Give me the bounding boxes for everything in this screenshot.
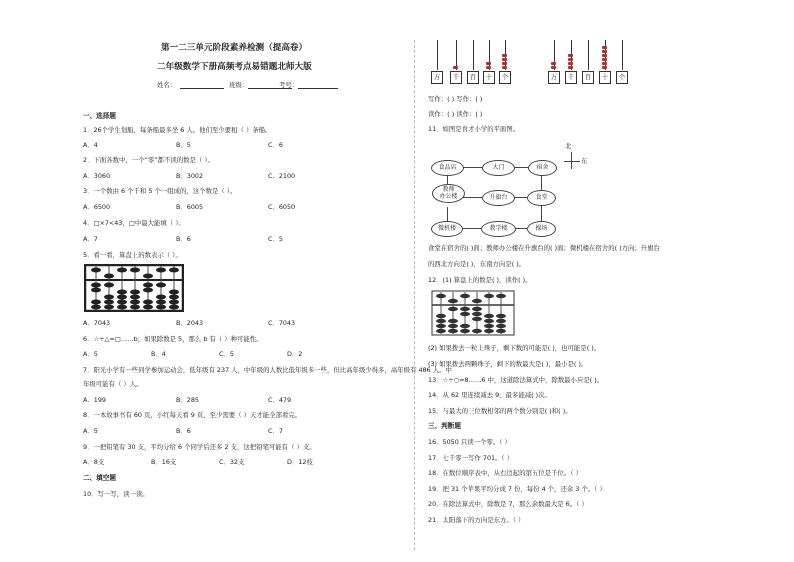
question-9: 9．一把铅笔有 30 支，平均分给 6 个同学后还多 2 支，这把铅笔可能有（ ）支。 (83, 443, 316, 451)
q5-abacus-image (84, 264, 184, 312)
question-7-line2: 年级可能有（ ）人。 (83, 380, 143, 388)
compass-north: 北 (565, 142, 572, 150)
question-1: 1．26个学生划船，每条船最多坐 6 人。他们至少要租（ ）条船。 (83, 126, 272, 134)
q7-option-c[interactable]: C．479 (268, 396, 292, 404)
question-17: 17．七千零一写作 701。（ ） (428, 454, 514, 462)
q3-option-a[interactable]: A．6500 (83, 203, 111, 211)
q7-option-b[interactable]: B．285 (176, 396, 199, 404)
section-judge: 三、判断题 (428, 422, 461, 430)
question-11: 11．如图是育才小学的平面图。 (428, 125, 520, 133)
q9-option-a[interactable]: A．8支 (83, 458, 105, 466)
pv-right-qian: 千 (565, 71, 577, 84)
q7-option-a[interactable]: A．199 (83, 396, 106, 404)
q3-option-c[interactable]: C．6050 (268, 203, 296, 211)
column-divider (414, 40, 415, 550)
q8-option-c[interactable]: C．7 (268, 427, 283, 435)
pv-left-shi: 十 (483, 71, 495, 84)
question-3: 3．一个数由 6 个千和 5 个一组成的，这个数是（ ）。 (83, 187, 237, 195)
pv-left-ge: 个 (499, 71, 511, 84)
office-label-line2: 办公楼 (439, 193, 458, 200)
q4-option-b[interactable]: B．6 (176, 235, 191, 243)
compass-horizontal (564, 161, 580, 162)
q8-option-b[interactable]: B．6 (176, 427, 191, 435)
q6-option-c[interactable]: C．5 (219, 350, 234, 358)
map-node-dorm: 宿舍 (528, 160, 557, 176)
q6-option-d[interactable]: D．2 (287, 350, 303, 358)
exam-subtitle: 二年级数学下册高频考点易错题北师大版 (157, 62, 312, 72)
pv-left-bai: 百 (467, 71, 479, 84)
q9-option-c[interactable]: C．32支 (219, 458, 245, 466)
pv-left-wan: 万 (431, 71, 443, 84)
pv-right-bai: 百 (582, 71, 594, 84)
q3-option-b[interactable]: B．6005 (176, 203, 204, 211)
id-field[interactable] (298, 88, 338, 89)
class-label: 班级： (229, 81, 249, 89)
question-4: 4．□×7<43，□中最大能填（ ）。 (83, 219, 185, 227)
read-row: 读作：( ) 读作：( ) (428, 110, 483, 118)
question-5: 5．看一看，算盘上的数表示（ ）。 (83, 251, 182, 259)
name-label: 姓名： (157, 81, 177, 89)
question-8: 8．一本故事书有 60 页，小红每天看 9 页，至少需要（ ）天才能全部看完。 (83, 411, 302, 419)
question-13: 13．☆÷○=8……6 中，这道除法算式中，除数最小应是( )。 (428, 376, 604, 384)
question-12-part3: (3) 如果拨去两颗珠子，剩下的数最大是( )，最小是( )。 (428, 360, 588, 368)
question-7-line1: 7．阳光小学有一些同学参加运动会，低年级有 237 人，中年级的人数比低年级多一些，但比高年级少得多，高年级有 486 人。中 (83, 366, 452, 374)
q1-option-b[interactable]: B．5 (176, 141, 191, 149)
map-node-teaching-building: 教学楼 (481, 221, 516, 237)
question-11-text-2: 的西北方向是( )，东南方向是( )。 (428, 260, 526, 268)
pv-right-ge: 个 (616, 71, 628, 84)
section-fill: 二、填空题 (83, 474, 116, 482)
q4-option-a[interactable]: A．7 (83, 235, 98, 243)
question-20: 20．在除法算式中，除数是 7，那么余数最大是 6。（ ） (428, 500, 588, 508)
question-16: 16．5050 只读一个零。（ ） (428, 438, 511, 446)
q6-option-b[interactable]: B．4 (151, 350, 166, 358)
office-label-line1: 教师 (442, 186, 455, 193)
question-15: 15．与最大的三位数相邻的两个数分别是( )和( )。 (428, 407, 572, 415)
question-12: 12．(1) 算盘上的数是( )，读作( )。 (428, 276, 532, 284)
question-19: 19．把 31 个苹果平均分成 7 份，每份 4 个，还余 3 个。（ ） (428, 485, 606, 493)
map-node-food-shop: 食品店 (431, 160, 464, 176)
map-node-computer-building: 微机楼 (431, 221, 463, 237)
q4-option-c[interactable]: C．5 (268, 235, 283, 243)
id-label: 考号： (279, 81, 299, 89)
map-node-canteen: 食堂 (527, 190, 556, 206)
section-choice: 一、选择题 (83, 112, 116, 120)
compass-east: 东 (581, 157, 588, 165)
q5-option-b[interactable]: B．2043 (176, 319, 204, 327)
question-6: 6．☆÷△=□……b，如果除数是 5，那么 b 有（ ）种可能性。 (83, 335, 263, 343)
q9-option-b[interactable]: B．16支 (151, 458, 177, 466)
question-12-part2: (2) 如果拨去一粒上珠子，剩下数的可能是( )，也可能是( )。 (428, 344, 601, 352)
q2-option-c[interactable]: C．2100 (268, 172, 296, 180)
q1-option-a[interactable]: A．4 (83, 141, 98, 149)
q2-option-b[interactable]: B．3002 (176, 172, 204, 180)
name-field[interactable] (180, 88, 224, 89)
q2-option-a[interactable]: A．3060 (83, 172, 111, 180)
pv-right-shi: 十 (599, 71, 611, 84)
exam-title: 第一二三单元阶段素养检测（提高卷） (161, 43, 308, 53)
question-14: 14．从 62 里连续减去 9，最多能减( )次。 (428, 391, 551, 399)
pv-right-wan: 万 (548, 71, 560, 84)
question-11-text-1: 食堂在宿舍的( )面；教师办公楼在升旗台的( )面；微机楼在宿舍的( )方向；升旗台 (428, 244, 660, 252)
q8-option-a[interactable]: A．5 (83, 427, 98, 435)
q12-abacus-image (431, 290, 515, 336)
write-row: 写作：( ) 写作：( ) (428, 95, 483, 103)
question-18: 18．在数位顺序表中，从右边起的第五位是千位。（ ） (428, 469, 582, 477)
question-10: 10．写一写，读一读。 (83, 490, 149, 498)
map-node-flag-stage: 升旗台 (482, 190, 515, 206)
question-21: 21．太阳落下的方向是东方。（ ） (428, 516, 525, 524)
q5-option-a[interactable]: A．7043 (83, 319, 111, 327)
question-2: 2．下面各数中，一个“零”都不读的数是（ ）。 (83, 156, 214, 164)
q6-option-a[interactable]: A．5 (83, 350, 98, 358)
map-node-teacher-office (432, 184, 465, 203)
map-node-playground: 操场 (527, 221, 556, 237)
map-node-gate: 大门 (482, 160, 515, 176)
q9-option-d[interactable]: D．12枝 (287, 458, 313, 466)
q5-option-c[interactable]: C．7043 (268, 319, 296, 327)
pv-left-qian: 千 (450, 71, 462, 84)
q1-option-c[interactable]: C．6 (268, 141, 283, 149)
